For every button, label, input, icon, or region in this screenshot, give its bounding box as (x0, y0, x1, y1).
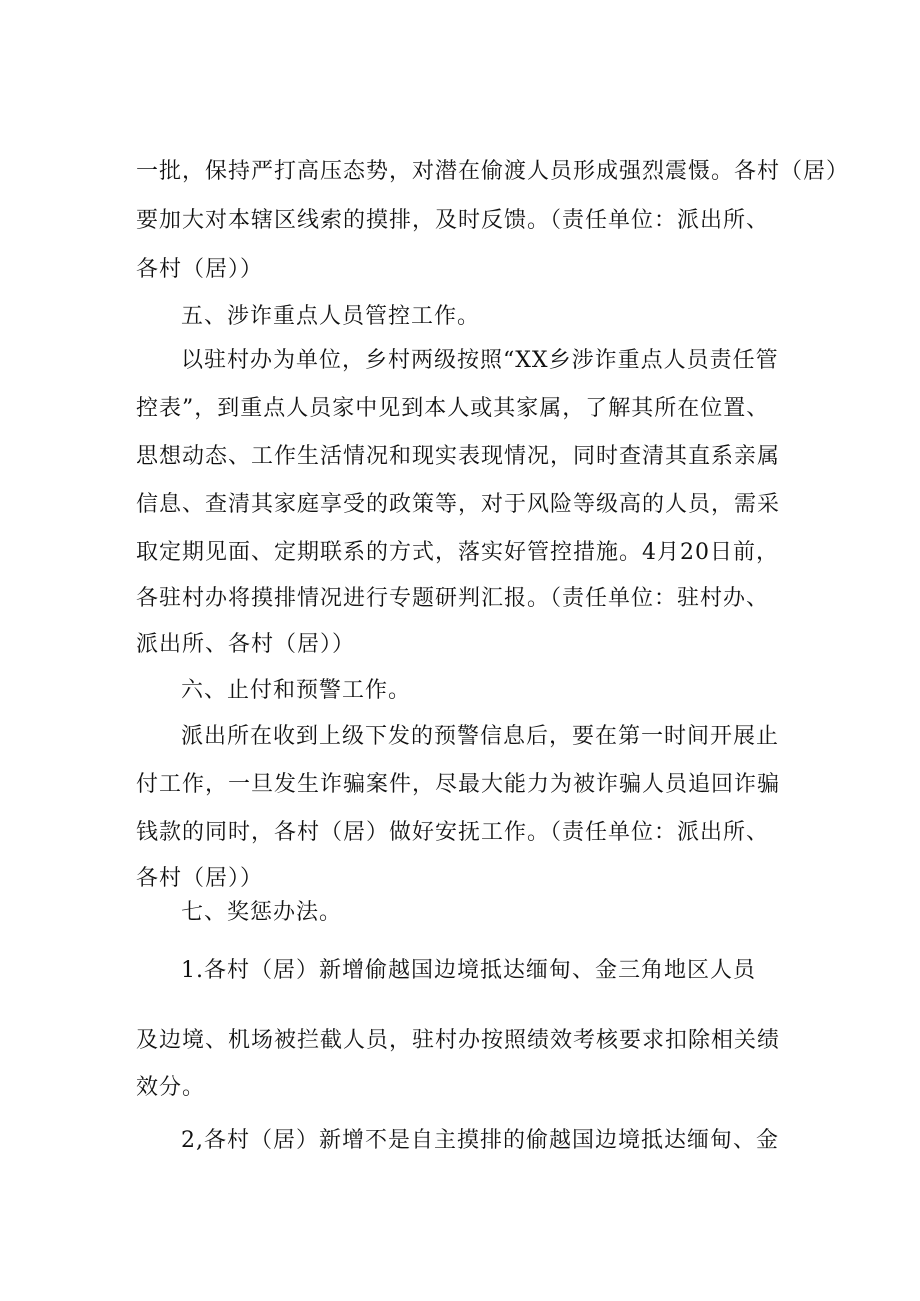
text-line: 信息、查清其家庭享受的政策等，对于风险等级高的人员，需采 (136, 492, 781, 517)
text-line: 以驻村办为单位，乡村两级按照“XX乡涉诈重点人员责任管 (181, 348, 779, 373)
text-line: 各驻村办将摸排情况进行专题研判汇报。（责任单位：驻村办、 (136, 586, 770, 611)
text-line: 取定期见面、定期联系的方式，落实好管控措施。4月20日前， (136, 540, 779, 565)
text-line: 思想动态、工作生活情况和现实表现情况，同时查清其直系亲属 (136, 444, 781, 469)
text-line: 效分。 (136, 1075, 206, 1100)
text-line: 各村（居）） (136, 866, 264, 891)
text-line: 一批，保持严打高压态势，对潜在偷渡人员形成强烈震慑。各村（居） (136, 159, 850, 184)
text-line: 及边境、机场被拦截人员，驻村办按照绩效考核要求扣除相关绩 (136, 1028, 781, 1053)
text-line: 各村（居）） (136, 257, 264, 282)
section-heading: 七、奖惩办法。 (181, 900, 343, 925)
text-line: 控表”，到重点人员家中见到本人或其家属，了解其所在位置、 (136, 396, 770, 421)
list-item: 1.各村（居）新增偷越国边境抵达缅甸、金三角地区人员 (181, 958, 756, 983)
text-line: 付工作，一旦发生诈骗案件，尽最大能力为被诈骗人员追回诈骗 (136, 772, 781, 797)
text-line: 要加大对本辖区线索的摸排，及时反馈。（责任单位：派出所、 (136, 208, 770, 233)
text-line: 派出所、各村（居）） (136, 632, 356, 657)
section-heading: 六、止付和预警工作。 (181, 678, 412, 703)
text-line: 派出所在收到上级下发的预警信息后，要在第一时间开展止 (181, 724, 780, 749)
section-heading: 五、涉诈重点人员管控工作。 (181, 304, 481, 329)
list-item: 2,各村（居）新增不是自主摸排的偷越国边境抵达缅甸、金 (181, 1128, 779, 1153)
text-line: 钱款的同时，各村（居）做好安抚工作。（责任单位：派出所、 (136, 820, 770, 845)
